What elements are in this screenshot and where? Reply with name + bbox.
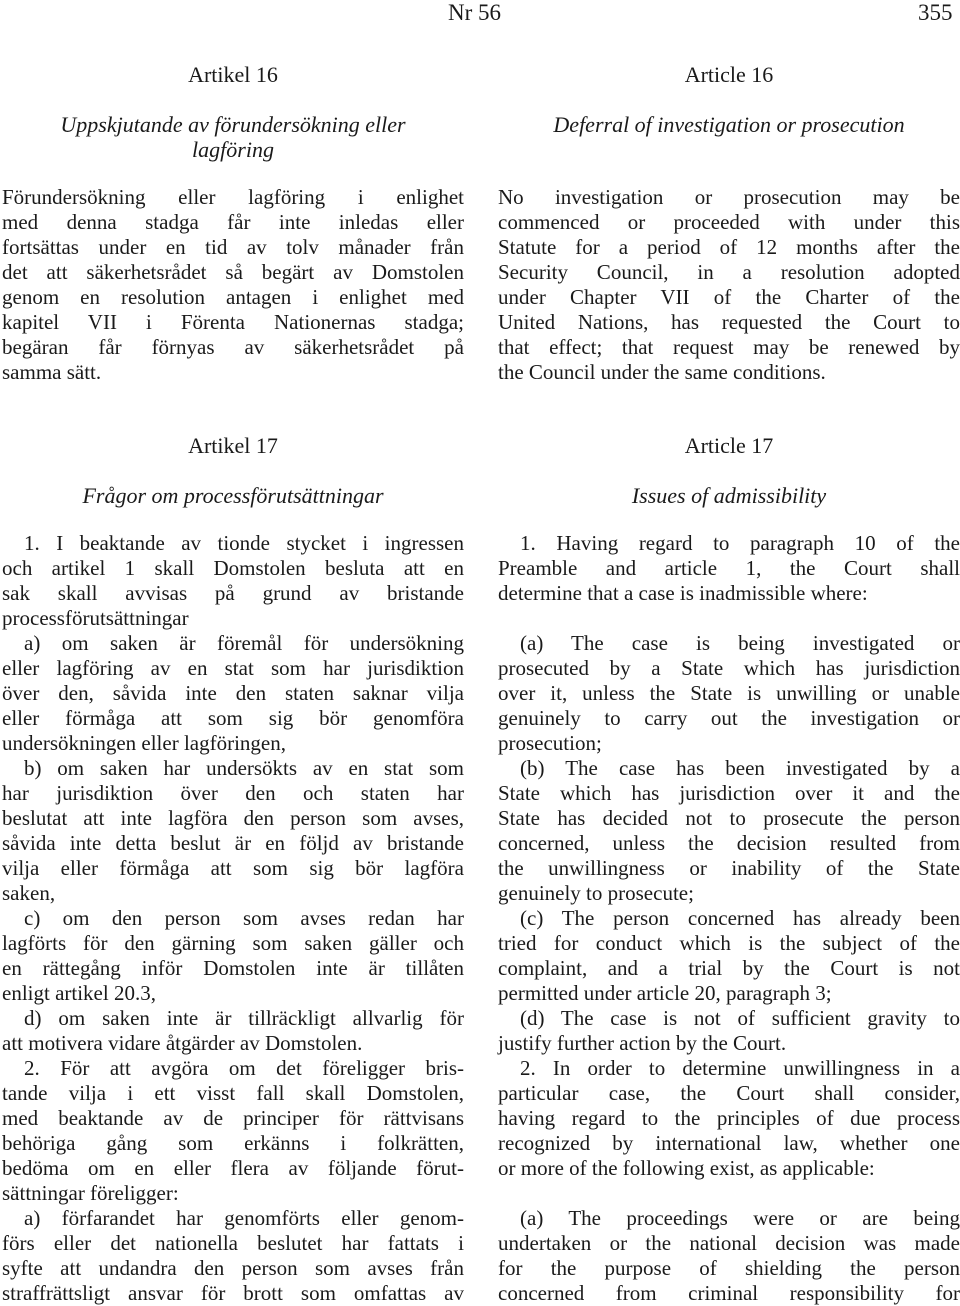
article-17-title-en: Article 17 [684,433,774,458]
text-line: prosecution; [498,731,602,755]
text-line: med denna stadga får inte inledas eller [2,210,464,234]
article-17-items-2-sv [2,1206,464,1306]
article-16-title-en: Article 16 [684,62,774,87]
text-line: bedöma om en eller flera av följande förut- [2,1156,464,1180]
text-line: 2. In order to determine unwillingness in a [520,1056,960,1080]
text-line: det att säkerhetsrådet så begärt av Domstolen [2,260,464,284]
text-line: undersökningen eller lagföringen, [2,731,286,755]
text-line: complaint, and a trial by the Court is not [498,956,960,980]
text-line: undertaken or the national decision was made [498,1231,960,1255]
text-line: lagförts för den gärning som saken gäller och [2,931,464,955]
article-17-subtitle-en: Issues of admissibility [631,483,827,508]
text-line: kapitel VII i Förenta Nationernas stadga; [2,310,464,334]
text-line: begäran får förnyas av säkerhetsrådet på [2,335,464,359]
text-line: the unwillingness or inability of the State [498,856,960,880]
text-line: 2. För att avgöra om det föreligger bris- [24,1056,464,1080]
text-line: a) förfarandet har genomförts eller genom- [24,1206,464,1230]
text-line: enligt artikel 20.3, [2,981,156,1005]
text-line: under Chapter VII of the Charter of the [498,285,960,309]
text-line: vilja eller förmåga att som sig bör lagföra [2,856,464,880]
text-line: över den, såvida inte den staten saknar vilja [2,681,464,705]
text-line: c) om den person som avses redan har [24,906,464,930]
text-line: tande vilja i ett visst fall skall Domstolen, [2,1081,464,1105]
text-line: genuinely to carry out the investigation or [498,706,960,730]
text-line: 1. Having regard to paragraph 10 of the [520,531,960,555]
text-line: a) om saken är föremål för undersökning [24,631,464,655]
text-line: State has decided not to prosecute the person [498,806,960,830]
text-line: processförutsättningar [2,606,189,630]
text-line: syfte att undandra den person som avses från [2,1256,464,1280]
text-line: United Nations, has requested the Court to [498,310,960,334]
article-16-title-sv: Artikel 16 [188,62,278,87]
article-17-para-2-en [498,1056,960,1181]
text-line: att motivera vidare åtgärder av Domstolen. [2,1031,363,1055]
text-line: straffrättsligt ansvar för brott som omfattas av [2,1281,464,1305]
text-line: No investigation or prosecution may be [498,185,960,209]
text-line: en rättegång inför Domstolen inte är tillåten [2,956,464,980]
text-line: eller förmåga att som sig bör genomföra [2,706,464,730]
text-line: genuinely to prosecute; [498,881,694,905]
text-line: fortsättas under en tid av tolv månader från [2,235,464,259]
text-line: 1. I beaktande av tionde stycket i ingressen [24,531,464,555]
text-line: saken, [2,881,56,905]
text-line: (b) The case has been investigated by a [520,756,960,780]
text-line: justify further action by the Court. [498,1031,787,1055]
text-line: genom en resolution antagen i enlighet med [2,285,464,309]
article-16-subtitle-en: Deferral of investigation or prosecution [553,112,905,137]
article-16-body-sv [2,185,464,385]
article-17-items-2-en [498,1206,960,1306]
text-line: concerned from criminal responsibility for [498,1281,960,1305]
text-line: eller lagföring av en stat som har jurisdiktion [2,656,464,680]
article-16-body-en [498,185,960,385]
text-line: State which has jurisdiction over it and the [498,781,960,805]
text-line: sak skall avvisas på grund av bristande [2,581,464,605]
text-line: och artikel 1 skall Domstolen besluta att en [2,556,464,580]
article-16-subtitle-sv-line-2: lagföring [192,137,274,162]
text-line: sättningar föreligger: [2,1181,179,1205]
text-line: såvida inte detta beslut är en följd av bristande [2,831,464,855]
text-line: having regard to the principles of due process [498,1106,960,1130]
article-17-para-1-sv [2,531,464,631]
page-number: 355 [918,0,953,25]
text-line: (c) The person concerned has already been [520,906,960,930]
article-17-title-sv: Artikel 17 [188,433,278,458]
text-line: d) om saken inte är tillräckligt allvarlig för [24,1006,464,1030]
article-17-subtitle-sv: Frågor om processförutsättningar [82,483,384,508]
text-line: har jurisdiktion över den och staten har [2,781,464,805]
text-line: prosecuted by a State which has jurisdiction [498,656,960,680]
text-line: Preamble and article 1, the Court shall [498,556,960,580]
text-line: samma sätt. [2,360,102,384]
article-17-para-1-en [498,531,960,606]
text-line: Statute for a period of 12 months after the [498,235,960,259]
text-line: (d) The case is not of sufficient gravity to [520,1006,960,1030]
text-line: behöriga gång som erkänns i folkrätten, [2,1131,464,1155]
text-line: over it, unless the State is unwilling or unable [498,681,960,705]
text-line: Förundersökning eller lagföring i enlighet [2,185,464,209]
text-line: concerned, unless the decision resulted from [498,831,960,855]
text-line: recognized by international law, whether one [498,1131,960,1155]
text-line: tried for conduct which is the subject of the [498,931,960,955]
text-line: (a) The case is being investigated or [520,631,960,655]
article-17-items-1-sv [2,631,464,1056]
text-line: b) om saken har undersökts av en stat som [24,756,464,780]
text-line: that effect; that request may be renewed by [498,335,960,359]
text-line: förs eller det nationella beslutet har fattats i [2,1231,464,1255]
text-line: med beaktande av de principer för rättvisans [2,1106,464,1130]
text-line: (a) The proceedings were or are being [520,1206,960,1230]
article-17-para-2-sv [2,1056,464,1206]
text-line: for the purpose of shielding the person [498,1256,960,1280]
text-line: or more of the following exist, as applicable: [498,1156,875,1180]
text-line: permitted under article 20, paragraph 3; [498,981,832,1005]
text-line: particular case, the Court shall consider, [498,1081,960,1105]
page-header-issue: Nr 56 [448,0,502,25]
article-16-subtitle-sv-line-1: Uppskjutande av förundersökning eller [60,112,406,137]
text-line: the Council under the same conditions. [498,360,826,384]
article-17-items-1-en [498,631,960,1056]
text-line: beslutat att inte lagföra den person som avses, [2,806,464,830]
text-line: commenced or proceeded with under this [498,210,960,234]
text-line: Security Council, in a resolution adopted [498,260,960,284]
text-line: determine that a case is inadmissible where: [498,581,868,605]
